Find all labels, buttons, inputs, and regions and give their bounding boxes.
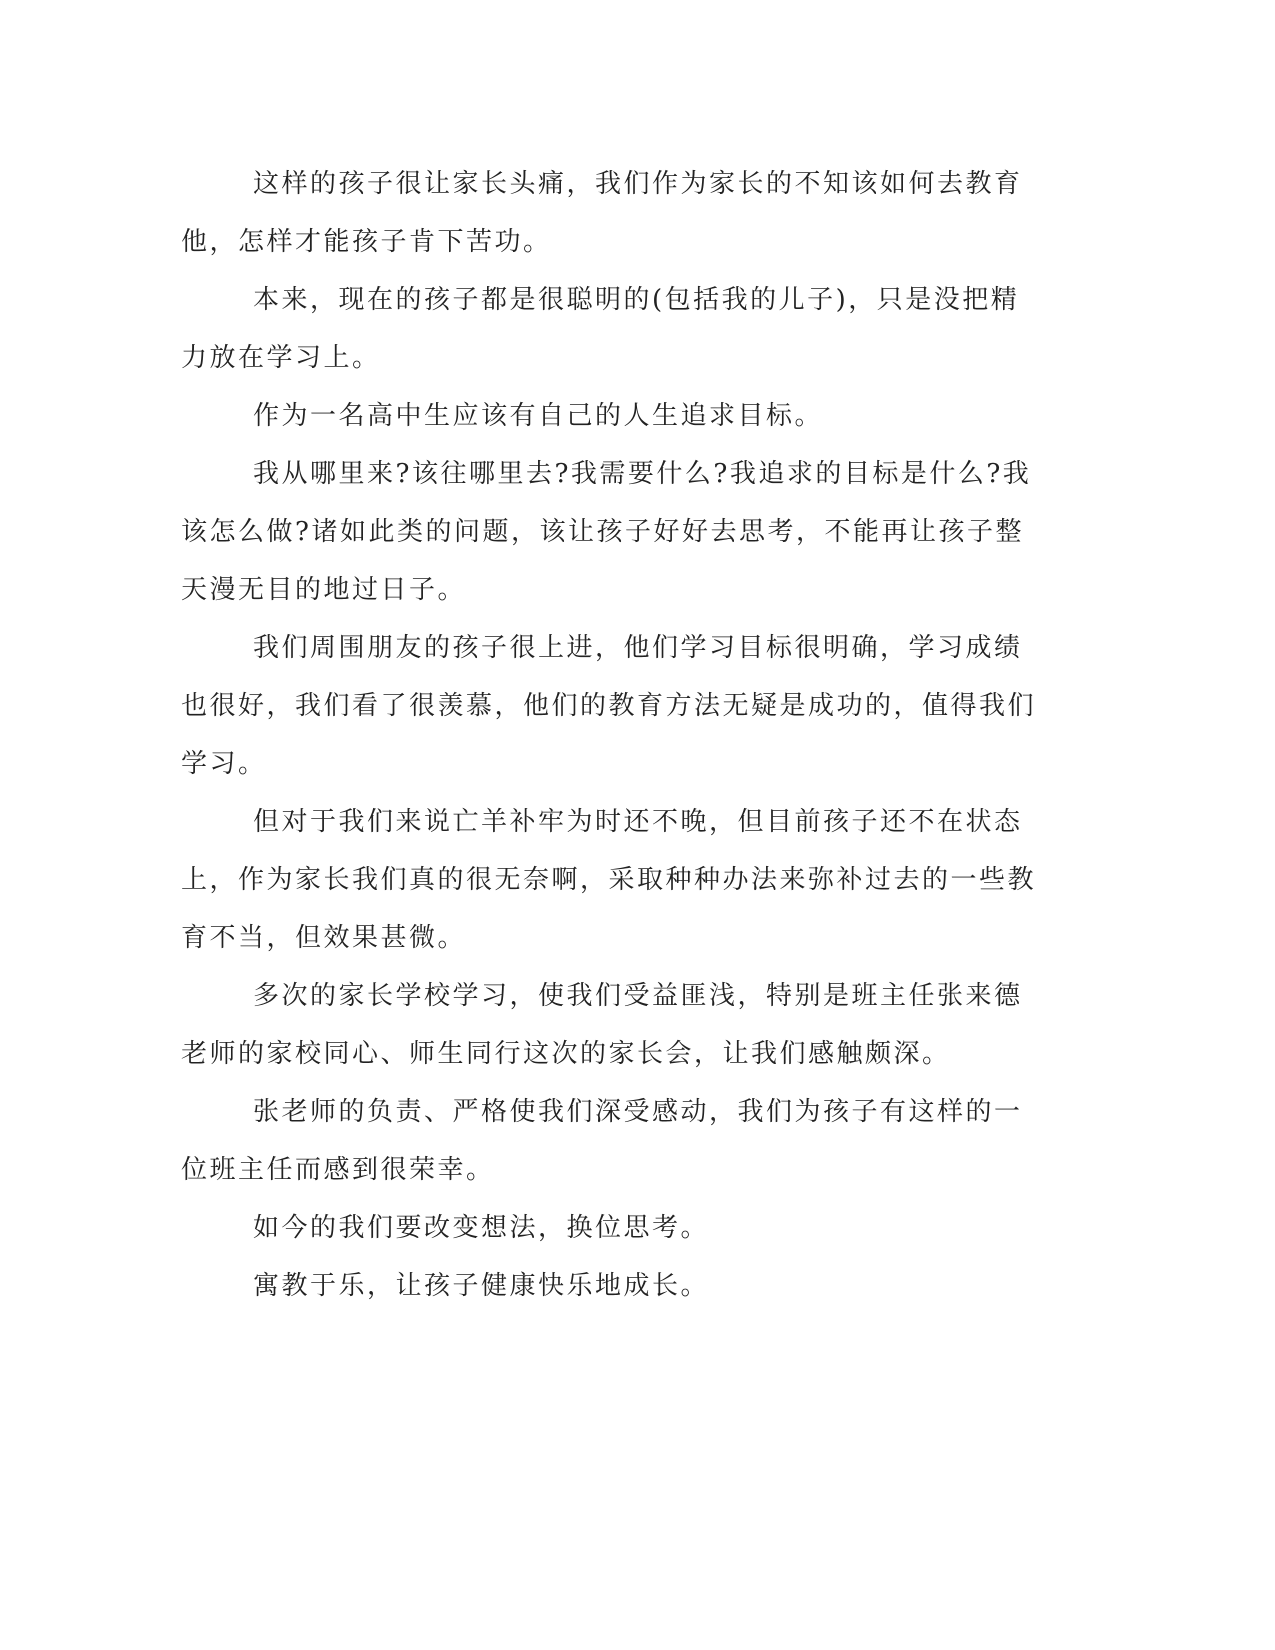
paragraph: 寓教于乐，让孩子健康快乐地成长。 (253, 1271, 710, 1301)
paragraph: 这样的孩子很让家长头痛，我们作为家长的不知该如何去教育他，怎样才能孩子肯下苦功。 (181, 169, 1023, 257)
paragraph: 我们周围朋友的孩子很上进，他们学习目标很明确，学习成绩也很好，我们看了很羡慕，他们的教育方法无疑是成功的，值得我们学习。 (181, 633, 1037, 779)
document-body (181, 155, 1041, 1315)
paragraph: 但对于我们来说亡羊补牢为时还不晚，但目前孩子还不在状态上，作为家长我们真的很无奈啊，采取种种办法来弥补过去的一些教育不当，但效果甚微。 (181, 807, 1037, 953)
paragraph: 作为一名高中生应该有自己的人生追求目标。 (253, 401, 824, 431)
paragraph: 本来，现在的孩子都是很聪明的(包括我的儿子)，只是没把精力放在学习上。 (181, 285, 1020, 373)
paragraph: 如今的我们要改变想法，换位思考。 (253, 1213, 710, 1243)
paragraph: 多次的家长学校学习，使我们受益匪浅，特别是班主任张来德老师的家校同心、师生同行这次的家长会，让我们感触颇深。 (181, 981, 1023, 1069)
paragraph: 我从哪里来?该往哪里去?我需要什么?我追求的目标是什么?我该怎么做?诸如此类的问题，该让孩子好好去思考，不能再让孩子整天漫无目的地过日子。 (181, 459, 1032, 605)
paragraph: 张老师的负责、严格使我们深受感动，我们为孩子有这样的一位班主任而感到很荣幸。 (181, 1097, 1023, 1185)
